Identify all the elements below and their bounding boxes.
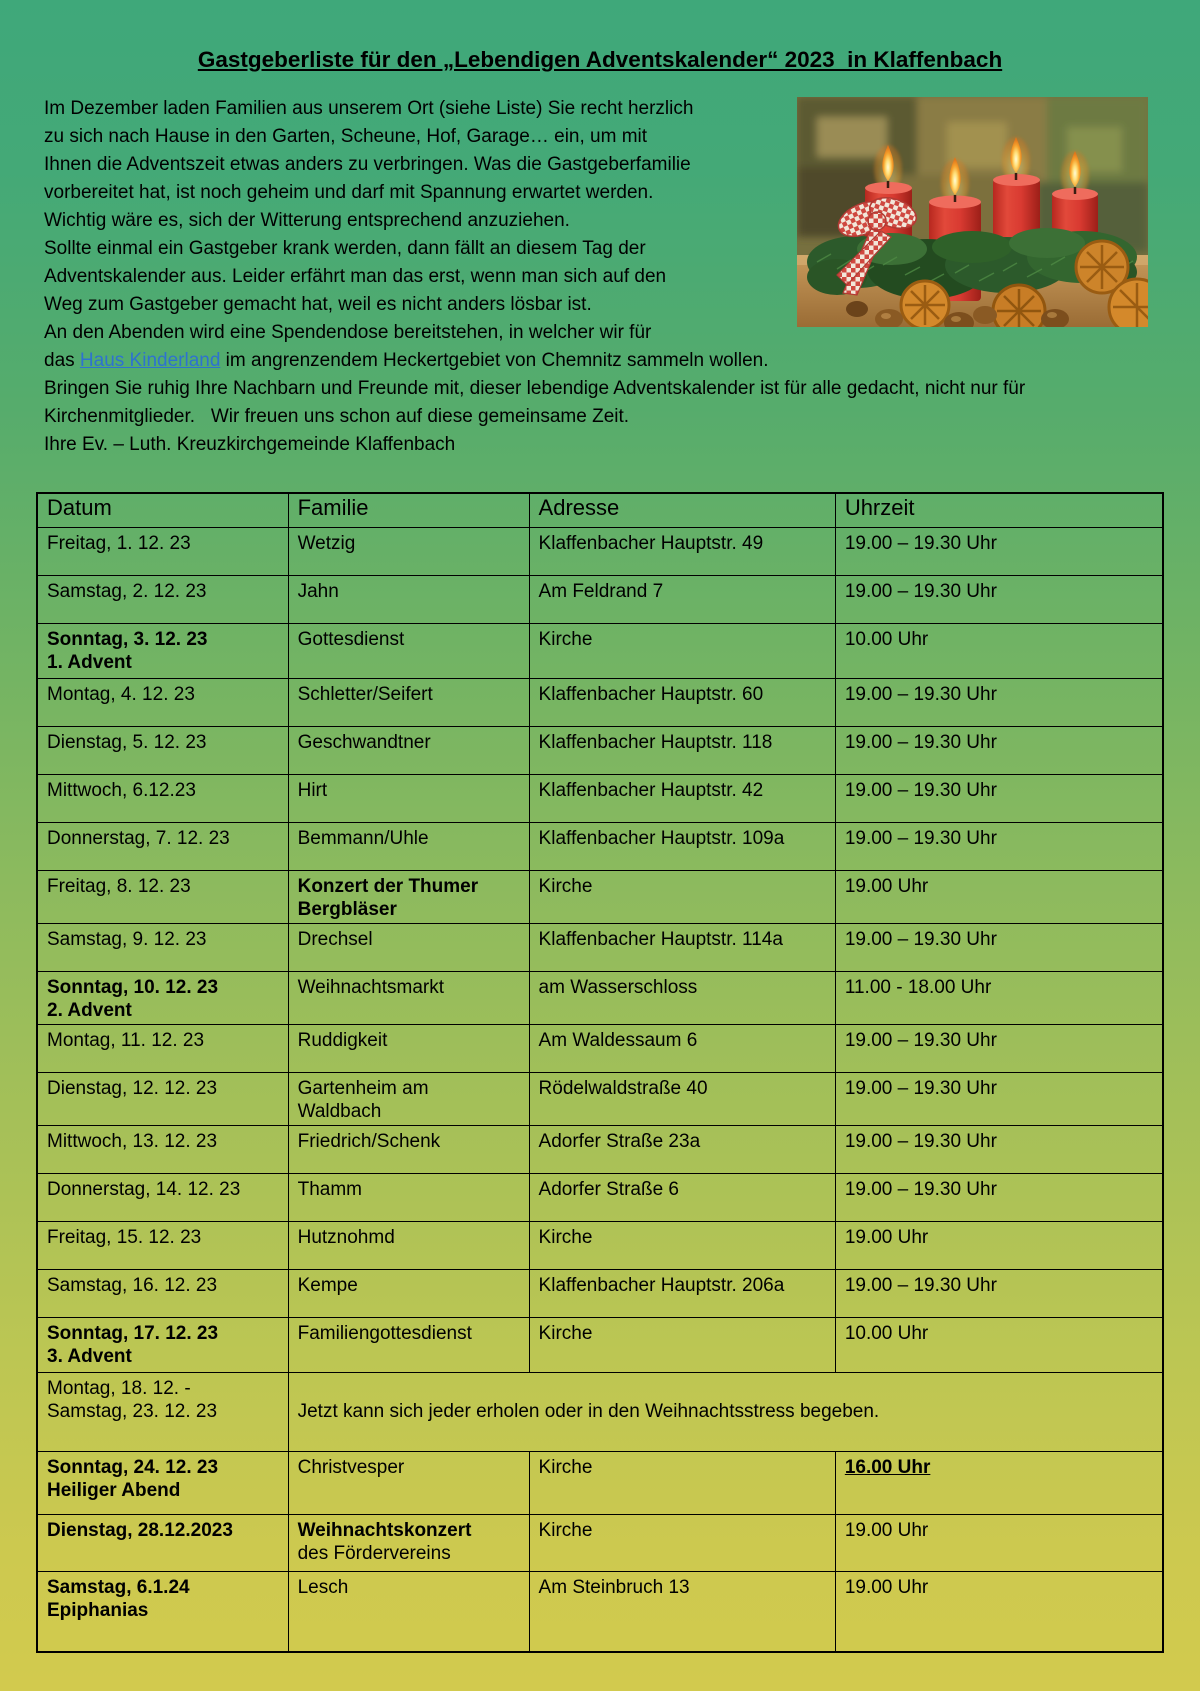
cell-text: Mittwoch, 13. 12. 23: [47, 1131, 218, 1152]
cell-text: Freitag, 1. 12. 23: [47, 533, 191, 554]
table-row: [37, 1222, 1163, 1270]
cell-text: 11.00 - 18.00 Uhr: [844, 977, 992, 998]
cell-text: Waldbach: [297, 1101, 382, 1122]
cell-text: Dienstag, 28.12.2023: [47, 1520, 233, 1541]
cell-text: Klaffenbacher Hauptstr. 109a: [538, 828, 785, 849]
cell-text: Samstag, 9. 12. 23: [47, 929, 207, 950]
cell-text: Sonntag, 3. 12. 23: [47, 629, 208, 650]
cell-adresse: [529, 1515, 835, 1572]
table-row: [37, 1373, 1163, 1452]
cell-text: Schletter/Seifert: [297, 684, 433, 705]
cell-text: Jahn: [297, 581, 339, 602]
cell-text: Kirche: [538, 1227, 593, 1248]
cell-text: am Wasserschloss: [538, 977, 698, 998]
cell-text: 19.00 – 19.30 Uhr: [844, 581, 997, 602]
cell-adresse: [529, 823, 835, 871]
advent-wreath-photo: [797, 97, 1148, 327]
cell-text: 1. Advent: [47, 652, 132, 673]
cell-uhrzeit: [835, 871, 1163, 924]
cell-familie: [288, 1515, 529, 1572]
cell-text: Dienstag, 5. 12. 23: [47, 732, 207, 753]
cell-text: Kirche: [538, 876, 593, 897]
table-row: [37, 972, 1163, 1025]
cell-adresse: [529, 924, 835, 972]
cell-text: 19.00 – 19.30 Uhr: [844, 732, 997, 753]
cell-uhrzeit: [835, 972, 1163, 1025]
cell-familie: [288, 727, 529, 775]
cell-adresse: [529, 1222, 835, 1270]
cell-uhrzeit: [835, 1452, 1163, 1515]
cell-text: 19.00 – 19.30 Uhr: [844, 533, 997, 554]
table-row: [37, 528, 1163, 576]
cell-text: Am Feldrand 7: [538, 581, 664, 602]
cell-uhrzeit: [835, 1174, 1163, 1222]
cell-datum: [37, 727, 288, 775]
cell-familie: [288, 924, 529, 972]
cell-text: Konzert der Thumer: [297, 876, 479, 897]
cell-text: 19.00 – 19.30 Uhr: [844, 780, 997, 801]
cell-familie: [288, 576, 529, 624]
table-row: [37, 1515, 1163, 1572]
cell-datum: [37, 972, 288, 1025]
cell-text: 2. Advent: [47, 1000, 132, 1021]
cell-text: 10.00 Uhr: [844, 629, 929, 650]
page-title: Gastgeberliste für den „Lebendigen Adventskalender“ 2023 in Klaffenbach: [197, 47, 1003, 72]
cell-datum: [37, 1222, 288, 1270]
cell-merged-note: Jetzt kann sich jeder erholen oder in den Weihnachtsstress begeben.: [288, 1373, 1163, 1452]
cell-uhrzeit: [835, 1126, 1163, 1174]
cell-text: 19.00 Uhr: [844, 1227, 929, 1248]
advent-wreath-illustration: [797, 97, 1148, 327]
cell-datum: [37, 1318, 288, 1373]
cell-datum: [37, 1025, 288, 1073]
cell-text: Freitag, 8. 12. 23: [47, 876, 191, 897]
cell-uhrzeit: [835, 624, 1163, 679]
cell-datum: [37, 679, 288, 727]
cell-text: 19.00 – 19.30 Uhr: [844, 1131, 997, 1152]
cell-text: Geschwandtner: [297, 732, 431, 753]
cell-adresse: [529, 1318, 835, 1373]
cell-adresse: [529, 1572, 835, 1652]
intro-section: [44, 95, 1164, 459]
cell-text: Donnerstag, 7. 12. 23: [47, 828, 230, 849]
table-row: [37, 1073, 1163, 1126]
cell-datum: [37, 576, 288, 624]
cell-text: Kirche: [538, 1323, 593, 1344]
cell-uhrzeit: [835, 727, 1163, 775]
cell-text: Samstag, 23. 12. 23: [47, 1401, 218, 1422]
cell-datum: [37, 1373, 288, 1452]
cell-familie: [288, 1270, 529, 1318]
cell-text: Wetzig: [297, 533, 356, 554]
cell-text: Epiphanias: [47, 1600, 149, 1621]
cell-uhrzeit: [835, 1222, 1163, 1270]
cell-text: Montag, 11. 12. 23: [47, 1030, 205, 1051]
intro-line-text: Kirchenmitglieder. Wir freuen uns schon auf diese gemeinsame Zeit.: [44, 406, 630, 427]
cell-familie: [288, 1452, 529, 1515]
cell-text: 19.00 Uhr: [844, 1520, 929, 1541]
cell-text: des Fördervereins: [297, 1543, 451, 1564]
cell-datum: [37, 1126, 288, 1174]
cell-datum: [37, 528, 288, 576]
cell-text: Klaffenbacher Hauptstr. 206a: [538, 1275, 785, 1296]
cell-text: Hirt: [297, 780, 328, 801]
column-header-adresse: Adresse: [529, 493, 835, 528]
cell-uhrzeit: [835, 679, 1163, 727]
table-row: [37, 1572, 1163, 1652]
schedule-table-body: [37, 528, 1163, 1652]
intro-line-text: im angrenzendem Heckertgebiet von Chemnitz sammeln wollen.: [220, 350, 769, 371]
cell-adresse: [529, 624, 835, 679]
cell-text: Sonntag, 17. 12. 23: [47, 1323, 219, 1344]
cell-text: 3. Advent: [47, 1346, 132, 1367]
cell-text: Weihnachtskonzert: [297, 1520, 472, 1541]
cell-datum: [37, 624, 288, 679]
cell-adresse: [529, 1452, 835, 1515]
cell-text: Kirche: [538, 1520, 593, 1541]
cell-text: Kirche: [538, 629, 593, 650]
cell-text: Montag, 4. 12. 23: [47, 684, 195, 705]
cell-adresse: [529, 528, 835, 576]
cell-text: 19.00 – 19.30 Uhr: [844, 1030, 997, 1051]
cell-text: 19.00 Uhr: [844, 1577, 929, 1598]
intro-line-text: vorbereitet hat, ist noch geheim und darf mit Spannung erwartet werden.: [44, 182, 654, 203]
cell-text: Hutznohmd: [297, 1227, 395, 1248]
table-row: [37, 624, 1163, 679]
cell-uhrzeit: [835, 1270, 1163, 1318]
intro-line-text: zu sich nach Hause in den Garten, Scheune, Hof, Garage… ein, um mit: [44, 126, 648, 147]
cell-text: 16.00 Uhr: [844, 1457, 931, 1478]
intro-line-text: An den Abenden wird eine Spendendose bereitstehen, in welcher wir für: [44, 322, 652, 343]
cell-familie: [288, 679, 529, 727]
cell-datum: [37, 1515, 288, 1572]
cell-text: 19.00 – 19.30 Uhr: [844, 1179, 997, 1200]
table-row: [37, 775, 1163, 823]
cell-text: Am Waldessaum 6: [538, 1030, 698, 1051]
cell-familie: [288, 1126, 529, 1174]
cell-datum: [37, 1270, 288, 1318]
column-header-uhrzeit: Uhrzeit: [835, 493, 1163, 528]
header-row: [37, 493, 1163, 528]
cell-familie: [288, 1222, 529, 1270]
cell-text: Christvesper: [297, 1457, 405, 1478]
intro-line-text: Im Dezember laden Familien aus unserem Ort (siehe Liste) Sie recht herzlich: [44, 98, 694, 119]
cell-text: Donnerstag, 14. 12. 23: [47, 1179, 241, 1200]
cell-adresse: [529, 727, 835, 775]
cell-familie: [288, 1318, 529, 1373]
cell-familie: [288, 871, 529, 924]
cell-text: Familiengottesdienst: [297, 1323, 472, 1344]
cell-text: Lesch: [297, 1577, 349, 1598]
cell-text: 10.00 Uhr: [844, 1323, 929, 1344]
cell-text: 19.00 – 19.30 Uhr: [844, 684, 997, 705]
cell-text: Ruddigkeit: [297, 1030, 388, 1051]
cell-adresse: [529, 576, 835, 624]
cell-datum: [37, 1452, 288, 1515]
cell-uhrzeit: [835, 1318, 1163, 1373]
table-row: [37, 1270, 1163, 1318]
cell-adresse: [529, 871, 835, 924]
table-row: [37, 679, 1163, 727]
cell-familie: [288, 775, 529, 823]
cell-datum: [37, 823, 288, 871]
table-row: [37, 1174, 1163, 1222]
cell-text: Drechsel: [297, 929, 373, 950]
cell-text: Adorfer Straße 23a: [538, 1131, 701, 1152]
cell-datum: [37, 924, 288, 972]
cell-text: Thamm: [297, 1179, 362, 1200]
cell-text: 19.00 Uhr: [844, 876, 929, 897]
cell-uhrzeit: [835, 775, 1163, 823]
cell-datum: [37, 1073, 288, 1126]
column-header-datum: Datum: [37, 493, 288, 528]
cell-text: Klaffenbacher Hauptstr. 114a: [538, 929, 783, 950]
cell-text: Kempe: [297, 1275, 358, 1296]
cell-datum: [37, 775, 288, 823]
table-row: [37, 823, 1163, 871]
cell-text: Weihnachtsmarkt: [297, 977, 445, 998]
intro-line-text: Bringen Sie ruhig Ihre Nachbarn und Freunde mit, dieser lebendige Adventskalender ist für alle gedacht, nicht nur für: [44, 378, 1026, 399]
cell-adresse: [529, 1126, 835, 1174]
intro-line-text: Ihnen die Adventszeit etwas anders zu verbringen. Was die Gastgeberfamilie: [44, 154, 691, 175]
cell-uhrzeit: [835, 924, 1163, 972]
cell-adresse: [529, 1025, 835, 1073]
cell-text: 19.00 – 19.30 Uhr: [844, 828, 997, 849]
table-row: [37, 1025, 1163, 1073]
cell-datum: [37, 1572, 288, 1652]
cell-text: Sonntag, 24. 12. 23: [47, 1457, 219, 1478]
cell-uhrzeit: [835, 823, 1163, 871]
cell-adresse: [529, 775, 835, 823]
table-row: [37, 871, 1163, 924]
cell-text: Freitag, 15. 12. 23: [47, 1227, 202, 1248]
cell-text: 19.00 – 19.30 Uhr: [844, 929, 997, 950]
cell-familie: [288, 823, 529, 871]
cell-text: Gartenheim am: [297, 1078, 429, 1099]
intro-line-text: Sollte einmal ein Gastgeber krank werden, dann fällt an diesem Tag der: [44, 238, 646, 259]
cell-text: Bemmann/Uhle: [297, 828, 429, 849]
cell-text: Sonntag, 10. 12. 23: [47, 977, 219, 998]
intro-line-text: Weg zum Gastgeber gemacht hat, weil es nicht anders lösbar ist.: [44, 294, 592, 315]
cell-datum: [37, 871, 288, 924]
cell-text: Samstag, 6.1.24: [47, 1577, 190, 1598]
cell-uhrzeit: [835, 528, 1163, 576]
cell-adresse: [529, 1073, 835, 1126]
cell-text: Samstag, 16. 12. 23: [47, 1275, 218, 1296]
intro-line-text: das: [44, 350, 80, 371]
cell-text: Montag, 18. 12. -: [47, 1378, 191, 1399]
cell-text: Klaffenbacher Hauptstr. 118: [538, 732, 773, 753]
column-header-familie: Familie: [288, 493, 529, 528]
cell-uhrzeit: [835, 1025, 1163, 1073]
cell-familie: [288, 1174, 529, 1222]
cell-text: Dienstag, 12. 12. 23: [47, 1078, 218, 1099]
intro-line-text: Adventskalender aus. Leider erfährt man das erst, wenn man sich auf den: [44, 266, 667, 287]
cell-uhrzeit: [835, 576, 1163, 624]
cell-text: Gottesdienst: [297, 629, 405, 650]
cell-adresse: [529, 1174, 835, 1222]
table-row: [37, 1452, 1163, 1515]
cell-text: Bergbläser: [297, 899, 397, 920]
cell-text: Mittwoch, 6.12.23: [47, 780, 196, 801]
cell-text: Friedrich/Schenk: [297, 1131, 441, 1152]
cell-familie: [288, 1025, 529, 1073]
cell-familie: [288, 624, 529, 679]
cell-text: Heiliger Abend: [47, 1480, 181, 1501]
cell-uhrzeit: [835, 1572, 1163, 1652]
cell-text: Kirche: [538, 1457, 593, 1478]
cell-adresse: [529, 972, 835, 1025]
cell-text: Rödelwaldstraße 40: [538, 1078, 708, 1099]
cell-familie: [288, 1073, 529, 1126]
cell-text: Klaffenbacher Hauptstr. 42: [538, 780, 764, 801]
intro-line-text: Ihre Ev. – Luth. Kreuzkirchgemeinde Klaffenbach: [44, 434, 456, 455]
cell-uhrzeit: [835, 1073, 1163, 1126]
cell-familie: [288, 1572, 529, 1652]
table-row: [37, 924, 1163, 972]
cell-uhrzeit: [835, 1515, 1163, 1572]
haus-kinderland-link[interactable]: Haus Kinderland: [79, 350, 221, 371]
intro-line-text: Wichtig wäre es, sich der Witterung entsprechend anzuziehen.: [44, 210, 570, 231]
cell-text: Am Steinbruch 13: [538, 1577, 690, 1598]
table-row: [37, 576, 1163, 624]
table-row: [37, 1126, 1163, 1174]
table-row: [37, 1318, 1163, 1373]
schedule-table: [36, 492, 1164, 1653]
cell-adresse: [529, 679, 835, 727]
cell-familie: [288, 528, 529, 576]
cell-datum: [37, 1174, 288, 1222]
schedule-table-head: [37, 493, 1163, 528]
cell-text: 19.00 – 19.30 Uhr: [844, 1078, 997, 1099]
cell-text: 19.00 – 19.30 Uhr: [844, 1275, 997, 1296]
table-row: [37, 727, 1163, 775]
cell-text: Klaffenbacher Hauptstr. 49: [538, 533, 764, 554]
cell-familie: [288, 972, 529, 1025]
cell-text: Samstag, 2. 12. 23: [47, 581, 207, 602]
cell-adresse: [529, 1270, 835, 1318]
cell-text: Adorfer Straße 6: [538, 1179, 679, 1200]
cell-text: Klaffenbacher Hauptstr. 60: [538, 684, 764, 705]
